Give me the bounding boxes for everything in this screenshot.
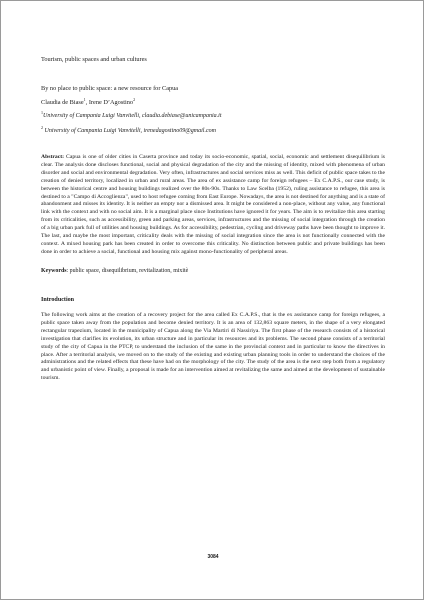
author-superscript: 1	[83, 96, 86, 102]
affiliation	[41, 110, 385, 119]
affiliation-superscript: 1	[41, 110, 43, 115]
keywords-line	[41, 268, 385, 274]
author-name: Irene D’Agostino	[88, 99, 134, 106]
section-heading: Introduction	[41, 297, 75, 303]
paper-title: By no place to public space: a new resource for Capua	[41, 85, 179, 92]
author-separator: ,	[85, 99, 89, 106]
affiliation-superscript: 2	[41, 125, 43, 130]
keywords-text: : public space, disequilibrium, revitalization, mixitè	[66, 268, 189, 274]
abstract-label: Abstract:	[41, 154, 65, 160]
abstract-text: Capua is one of older cities in Caserta province and today its socio-economic, spatial, social, economic and settlement disequilibrium is clear. The analysis done discloses functional, social and physical degradation of the city and the missing of identity, mixed with phenomena of urban disorder and social and environmental degradation. Very often, infrastructures and social services miss as well. This deficit of public space takes to the creation of denied territory, localized in urban and rural areas. The area of ex assistance camp for foreign refugees – Ex C.A.P.S., our case study, is between the historical centre and housing buildings realized over the 80s-90s. Thanks to Law Scelba (1952), ruling assistance to refugee, this area is destined to a "Campo di Accoglienza", used to host refugee coming from East Europe. Nowadays, the area is not destined for anything and is a state of abandonment and misses its identity. It is neither an empty nor a dismissed area. It might be considered a non-place, without any value, any functional link with the context and with no social aim. It is a marginal place since Institutions have ignored it for years. The aim is to revitalize this area starting from its criticalities, such as accessibility, green and parking areas, services, infrastructures and the missing of social integration through the creation of a big urban park full of utilities and housing buildings. As for accessibility, pedestrian, cycling and driveway paths have been thought to improve it. The last, and maybe the most important, criticality deals with the missing of social integration since the area is not functionally connected with the context. A mixed housing park has been created in order to overcome this criticality. No distinction between public and private buildings has been done in order to achieve a social, functional and housing mix against mono-functionality of peripheral areas.	[41, 154, 385, 255]
author-line	[41, 96, 385, 106]
affiliation-text: University of Campania Luigi Vanvitelli, irenedagostino09@gmail.com	[43, 128, 216, 134]
affiliation	[41, 125, 385, 134]
author-superscript: 2	[133, 96, 136, 102]
keywords-label: Keywords	[41, 268, 67, 274]
running-head: Tourism, public spaces and urban cultures	[41, 56, 147, 63]
page-number: 3084	[207, 554, 219, 560]
abstract-paragraph	[41, 154, 385, 257]
introduction-paragraph: The following work aims at the creation of a recovery project for the area called Ex C.A.P.S., that is the ex assistance camp for foreign refugees, a public space taken away from the population and become denied territory. It is an area of 132,863 square meters, in the shape of a very elongated rectangular trapezium, located in the municipality of Capua along the Via Martiri di Nassiriya. The first phase of the research consists of a historical investigation that clarifies its evolution, its urban structure and in particular its resources and its problems. The second phase consists of a territorial study of the city of Capua in the PTCP, to understand the inclusion of the same in the provincial context and in particular to know the directives in place. After a territorial analysis, we moved on to the study of the existing and existing urban planning tools in order to understand the choices of the administrations and the related effects that these have had on the morphology of the city. The study of the area is the next step both from a regulatory and urbanistic point of view. Finally, a proposal is made for an intervention aimed at revitalizing the same and aimed at the development of sustainable tourism.	[41, 312, 385, 382]
author-name: Claudia de Biase	[41, 99, 84, 106]
affiliation-text: University of Campania Luigi Vanvitelli, claudia.debiase@unicampania.it	[43, 113, 222, 119]
